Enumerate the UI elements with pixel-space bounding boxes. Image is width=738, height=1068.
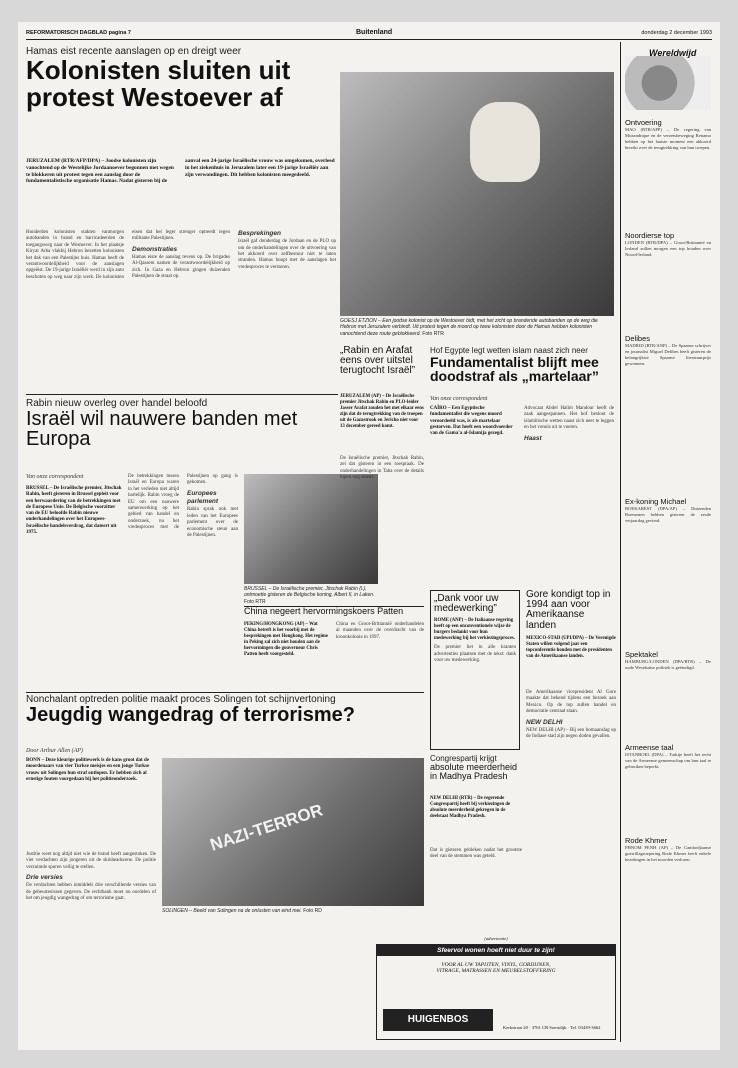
dank-headline: „Dank voor uw medewerking” [434, 593, 499, 615]
graffiti-text: NAZI-TERROR [207, 800, 326, 855]
china-lead: PEKING/HONGKONG (AP) – Wat China betreft is het voorbij met de besprekingen met Hongkong. Het regime in Peking zal zich niet houden aan de hervormingen die gouverneur Chris Patten heeft voorgesteld. [244, 622, 328, 657]
egypt-kicker: Hof Egypte legt wetten islam naast zich neer [430, 346, 588, 355]
dank-box [430, 590, 520, 750]
lead-photo-caption-text: GOESJ ETZION – Een joodse kolonist op de Westoever bidt, met het zicht op brandende autobanden op de weg die Hebron met Jeruzalem verbindt. Uit protest tegen de moord op twee kolonisten door de Hamas hebben kolonisten vanochtend deze route geblokkeerd. [340, 318, 598, 337]
sidebar-item-text: BOEKAREST (DPA/AP) – Duizenden Roemenen hebben gisteren de zesde verjaardag gevierd. [625, 506, 711, 523]
solingen-byline: Door Arthur Allen (AP) [26, 748, 83, 754]
sidebar-item-title: Noordierse top [625, 231, 675, 240]
solingen-photo-credit: Foto RD [303, 908, 322, 914]
globe-icon [625, 56, 711, 110]
sidebar-item-title: Spektakel [625, 650, 658, 659]
sidebar-item-title: Ex-koning Michael [625, 497, 687, 506]
solingen-body-text2: De verdachten hebben inmiddels drie verschillende versies van de gebeurtenissen gegeven. De rechtbank moet nu oordelen of het om jeugdig wangedrag of om terrorisme gaat. [26, 883, 156, 902]
lead-kicker: Hamas eist recente aanslagen op en dreigt weer [26, 46, 242, 57]
solingen-lead: BONN – Deze kleurige politiewerk is de kans groot dat de moordenaars van vier Turkse meisjes en een jonge Turkse vrouw uit Solingen hun straf ontlopen. Er hebben zich al ernstige fouten voorgedaan bij het politieonderzoek. [26, 758, 150, 782]
egypt-body-text: Advocaat Abdel Halim Mandour heeft de zaak aangespannen. Het hof besloot de islamitische wetten naast zich neer te leggen en het vonnis uit te voeren. [524, 406, 614, 431]
solingen-photo-caption [162, 908, 424, 918]
sidebar-item-title: Armeense taal [625, 743, 674, 752]
huigenbos-logo: HUIGENBOS [383, 1009, 493, 1031]
sidebar-items [625, 114, 711, 945]
sidebar-item-title: Ontvoering [625, 118, 662, 127]
kolonist-figure [470, 102, 540, 182]
gore-head [526, 590, 616, 634]
page-header [26, 28, 712, 40]
rabin-photo-caption-text: BRUSSEL – De Israëlische premier, Jitschak Rabin (l.), ontmoette gisteren de Belgische koning, Albert II, in Laken. [244, 586, 375, 599]
rabin-headline: Israël wil nauwere banden met Europa [26, 408, 298, 451]
gore-sub: NEW DELHI [526, 718, 563, 726]
india-body: Dat is gisteren gebleken nadat het grootste deel van de stemmen was geteld. [430, 848, 522, 860]
advert-slogan: Sfeervol wonen hoeft niet duur te zijn! [377, 945, 615, 956]
solingen-body [26, 852, 156, 1042]
rabin-photo [244, 474, 378, 584]
sidebar-item-text: MAO (RTR/AFP) – De regering van Mozambique en de verzetsbeweging Renamo hebben op het laatste moment een akkoord bereikt over de terugtrekking van hun troepen. [625, 127, 711, 150]
sidebar-wereldwijd [620, 42, 712, 1042]
china-headline: China negeert hervormingskoers Patten [244, 606, 404, 616]
solingen-body-cont [162, 920, 372, 1040]
lead-story-head [26, 46, 356, 112]
rabin-kicker: Rabin nieuw overleg over handel beloofd [26, 398, 208, 409]
india-head [430, 754, 522, 794]
sidebar-item [625, 650, 711, 739]
egypt-headline: Fundamentalist blijft mee doodstraf als „martelaar” [430, 354, 599, 385]
advert-label: (advertentie) [484, 936, 508, 941]
sidebar-item-text: ISTANBOEL (DPA) – Turkije heeft het recht van de Armeense gemeenschap om hun taal te gebruiken beperkt. [625, 752, 711, 769]
solingen-sub: Drie versies [26, 874, 63, 882]
lead-body-text2: Hamas eiste de aanslag tevens op. De brigades Al-Qassem namen de verantwoordelijkheid op zich. In Gaza en Hebron gingen duizenden Palestijnen de straat op. [132, 255, 230, 280]
rabin-body [128, 474, 238, 594]
advert-lines [377, 956, 615, 980]
arafat-head [340, 346, 424, 392]
egypt-sub: Haast [524, 434, 542, 442]
rabin-body-text2: Rabin sprak ook met leden van het Europees parlement over de economische steun aan de Palestijnen. [187, 507, 238, 538]
header-left: REFORMATORISCH DAGBLAD pagina 7 [26, 30, 131, 36]
lead-sub1: Demonstraties [132, 245, 178, 253]
sidebar-item [625, 334, 711, 493]
sidebar-brand: Wereldwijd [649, 48, 697, 58]
rabin-photo-credit: Foto RTR [244, 598, 266, 605]
egypt-lead: CAÏRO – Een Egyptische fundamentalist die wegens moord veroordeeld was, is als martelaar gestorven. Dat heeft een woordvoerder van de Gama'a al-Islamija gezegd. [430, 406, 513, 436]
lead-headline: Kolonisten sluiten uit protest Westoever af [26, 55, 291, 112]
dank-lead: ROME (ANP) – De Italiaanse regering heeft op een onconventionele wijze de burgers bedankt voor hun medewerking bij het verkiezingsproces. [434, 618, 515, 642]
rabin-photo-caption [244, 586, 378, 604]
egypt-byline: Van onze correspondent [430, 396, 488, 402]
solingen-byline-wrap [26, 748, 146, 756]
sidebar-item [625, 836, 711, 945]
dank-body: De premier liet in alle kranten advertenties plaatsen met de tekst: dank voor uw medewerking. [434, 645, 516, 664]
sidebar-item-title: Delibes [625, 334, 651, 343]
rabin-byline: Van onze correspondent [26, 474, 84, 480]
lead-photo-caption [340, 318, 614, 342]
sidebar-item [625, 231, 711, 330]
sidebar-item-title: Rode Khmer [625, 836, 668, 845]
gore-lead: MEXICO-STAD (UPI/DPA) – De Verenigde Staten willen volgend jaar een topconferentie houden met de presidenten van de Amerikaanse landen. [526, 636, 616, 659]
arafat-body: De Israëlische premier, Jitschak Rabin, zei dat gisteren in een toespraak. De onderhandelingen in Taba over de details lopen nog steeds. [340, 456, 424, 481]
india-kicker: Congrespartij krijgt [430, 754, 497, 763]
header-date: donderdag 2 december 1993 [641, 30, 712, 36]
sidebar-item-text: LONDEN (RTR/DPA) – Groot-Brittannië en Ierland zullen morgen een top houden over Noord-Ierland. [625, 240, 711, 257]
sidebar-item [625, 497, 711, 646]
gore-body-text: De Amerikaanse vicepresident Al Gore maakte dat bekend tijdens een bezoek aan Mexico. Op de top zullen handel en democratie centraal staan. [526, 690, 616, 715]
sidebar-item-text: MADRID (RTR/ANP) – De Spaanse schrijver en journalist Miguel Delibes heeft gisteren de belangrijkste Spaanse literatuurprijs gewonnen. [625, 343, 711, 366]
sidebar-item [625, 743, 711, 832]
lead-body [26, 230, 336, 390]
rabin-lead: BRUSSEL – De Israëlische premier, Jitschak Rabin, heeft gisteren in Brussel gepleit voor een herwaardering van de betrekkingen met de Europese Unie. De Belgische voorzitter van de EU beloofde Rabin nieuwe onderhandelingen over het Europees-Israëlische handelsverdrag, dat dateert uit 1975. [26, 486, 122, 535]
lead-body-text3: Israël gaf donderdag de Jordaan en de PLO op om de onderhandelingen over de uitvoering van het akkoord over zelfbestuur niet te laten stranden. Hamas hoopt met de aanslagen het vredesproces te verstoren. [238, 239, 336, 270]
india-headline: absolute meerderheid in Madhya Pradesh [430, 762, 518, 782]
solingen-kicker: Nonchalant optreden politie maakt proces Solingen tot schijnvertoning [26, 694, 336, 705]
egypt-body [524, 406, 614, 586]
sidebar-item [625, 118, 711, 227]
china-body: China en Groot-Brittannië onderhandelen al maanden over de overdracht van de kroonkolonie in 1997. [336, 622, 424, 640]
china-head [244, 606, 424, 620]
rabin-story-head [26, 398, 336, 470]
egypt-byline-wrap [430, 396, 610, 404]
sidebar-item-text: HAMBURG/LONDEN (DPA/RTR) – De oude Westduitse politiek is geëindigd. [625, 659, 711, 670]
arafat-headline: „Rabin en Arafat eens over uitstel terugtocht Israël” [340, 345, 416, 377]
lead-photo [340, 72, 614, 316]
arafat-lead: JERUZALEM (AP) – De Israëlische premier Jitschak Rabin en PLO-leider Jasser Arafat zouden het met elkaar eens zijn dat de terugtrekking van de troepen uit de Gazastrook en Jericho niet voor 13 december gereed komt. [340, 394, 424, 429]
advert-line2: VITRAGE, MATRASSEN EN MEUBELSTOFFERING [436, 968, 556, 974]
lead-sub2: Besprekingen [238, 230, 281, 237]
egypt-head [430, 346, 614, 394]
advertisement [376, 936, 616, 1040]
divider [26, 394, 338, 395]
lead-photo-credit: Foto RTR [422, 330, 444, 337]
india-lead: NEW DELHI (RTR) – De regerende Congrespartij heeft bij verkiezingen de absolute meerderheid gekregen in de deelstaat Madhya Pradesh. [430, 796, 511, 819]
lead-summary: JERUZALEM (RTR/AFP/DPA) – Joodse kolonisten zijn vanochtend op de Westelijke Jordaanoever begonnen met wegen te blokkeren uit protest tegen een aanslag door de fundamentalistische organisatie Hamas. Nadat gisteren bij de aanval een 24-jarige Israëlische vrouw was omgekomen, overleed in het ziekenhuis in Jeruzalem later een 19-jarige Israëliër aan zijn verwondingen. Dit hebben kolonisten meegedeeld. [26, 158, 335, 185]
gore-body [526, 690, 616, 930]
lead-body-text: Honderden kolonisten stakten vanmorgen autobanden in brand en barricadeerden de toegangsweg naar de Westoever. In het plaatsje Kiryat Arba vlakbij Hebron bezetten kolonisten het dak van een Palestijns huis. Hamas heeft de verantwoordelijkheid voor de aanslagen opgeëist. De 19-jarige Israëliër werd in zijn auto beschoten op weg naar zijn werk. De kolonisten eisen dat het leger strenger optreedt tegen militante Palestijnen. [26, 230, 230, 280]
rabin-sub: Europees parlement [187, 489, 219, 506]
rabin-body-text: De betrekkingen tussen Israël en Europa waren in het verleden niet altijd hartelijk. Rabin vroeg de EU om een nauwere samenwerking op het gebied van handel en onderzoek, nu het vredesproces met de Palestijnen op gang is gekomen. [128, 474, 238, 531]
solingen-body-text: Justitie weet nog altijd niet wie de brand heeft aangestoken. De vier verdachten zijn jongeren uit de skinheadscene. De politie verzuimde sporen veilig te stellen. [26, 852, 156, 870]
solingen-photo [162, 758, 424, 906]
newspaper-page [18, 22, 720, 1050]
section-title: Buitenland [356, 29, 393, 36]
gore-body-text2: NEW DELHI (AP) – Bij een bomaanslag op de Indiase stad zijn negen doden gevallen. [526, 727, 616, 740]
solingen-headline: Jeugdig wangedrag of terrorisme? [26, 704, 355, 726]
divider-2 [26, 692, 424, 693]
advert-line1: VOOR AL UW TAPIJTEN, VINYL, GORDIJNEN, [441, 962, 551, 968]
solingen-photo-caption-text: SOLINGEN – Beeld van Solingen na de onlusten van eind mei. [162, 908, 302, 914]
solingen-head [26, 694, 424, 746]
gore-headline: Gore kondigt top in 1994 aan voor Amerikaanse landen [526, 589, 611, 631]
rabin-byline-wrap [26, 474, 126, 484]
sidebar-item-text: PHNOM PENH (AP) – De Cambodjaanse guerrillagroepering Rode Khmer heeft enkele bezittingen in het noorden verloren. [625, 845, 711, 862]
advert-address: Kerkstraat 20 · 3761 CB Soestdijk · Tel. 03439-3662 [503, 1025, 601, 1031]
